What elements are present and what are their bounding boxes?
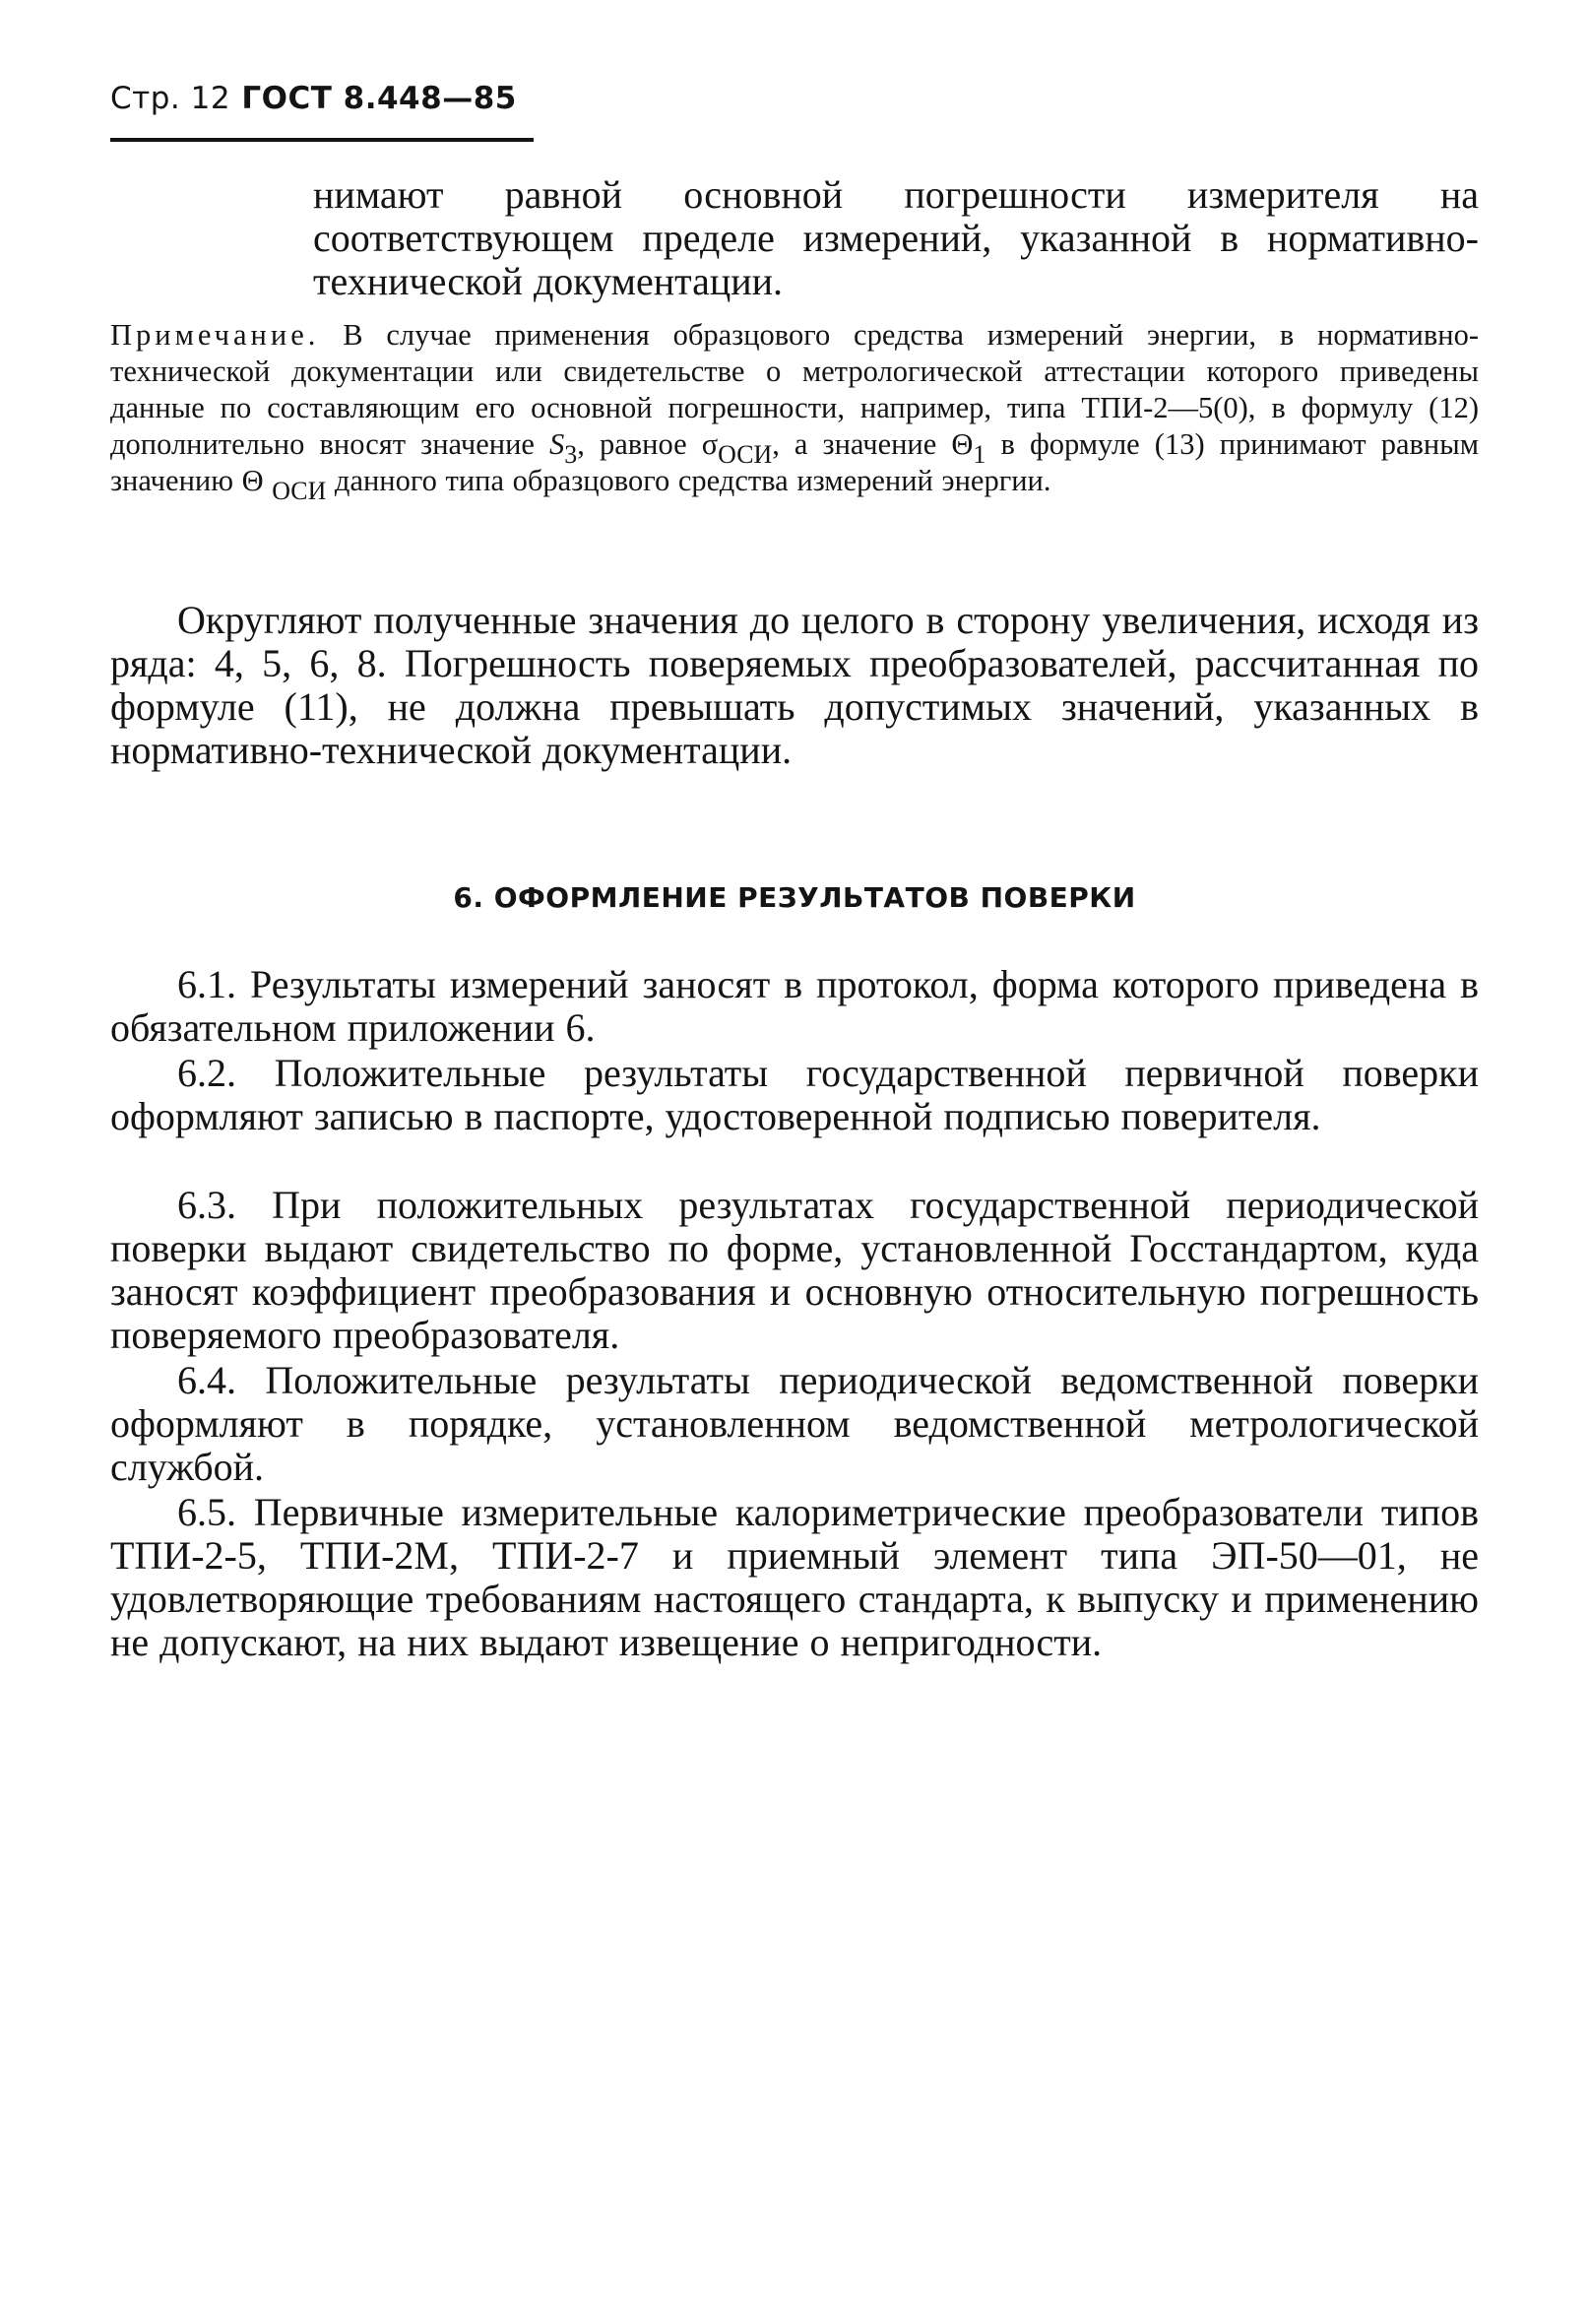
header-rule: [110, 138, 534, 142]
sigma-subscript: ОСИ: [718, 440, 773, 470]
section-item-6-2: 6.2. Положительные результаты государственной первичной поверки оформляют записью в паспорте, удостоверенной подписью поверителя.: [110, 1051, 1479, 1138]
note-text-1: В случае применения образцового средства измерений энергии, в нормативно-технической документации или свидетельстве о метрологической аттестации которого приведены данные по составляющим его основной погрешности, например, типа ТПИ-2—5(0), в формулу (12) дополнительно вносят значение: [110, 318, 1480, 461]
theta2-subscript: ОСИ: [272, 477, 327, 506]
intro-paragraph: нимают равной основной погрешности измерителя на соответствующем пределе измерений, указанной в нормативно-технической документации.: [313, 172, 1479, 303]
s3-subscript: 3: [564, 440, 578, 470]
page-header: [110, 81, 517, 116]
note-label: Примечание.: [110, 318, 320, 352]
note-text-3: , а значение Θ: [772, 427, 974, 461]
note-text-2: , равное σ: [577, 427, 719, 461]
section-item-6-1: 6.1. Результаты измерений заносят в протокол, форма которого приведена в обязательном приложении 6.: [110, 962, 1479, 1050]
section-item-6-4: 6.4. Положительные результаты периодической ведомственной поверки оформляют в порядке, установленном ведомственной метрологической службой.: [110, 1358, 1479, 1489]
rounding-paragraph: Округляют полученные значения до целого в сторону увеличения, исходя из ряда: 4, 5, 6, 8. Погрешность поверяемых преобразователей, рассчитанная по формуле (11), не должна превышать допустимых значений, указанных в нормативно-технической документации.: [110, 598, 1479, 772]
s3-symbol: S: [549, 427, 565, 461]
section-heading: 6. ОФОРМЛЕНИЕ РЕЗУЛЬТАТОВ ПОВЕРКИ: [453, 881, 1136, 914]
section-item-6-5: 6.5. Первичные измерительные калориметрические преобразователи типов ТПИ-2-5, ТПИ-2М, ТПИ-2-7 и приемный элемент типа ЭП-50—01, не удовлетворяющие требованиям настоящего стандарта, к выпуску и применению не допускают, на них выдают извещение о непригодности.: [110, 1490, 1479, 1664]
note-text-4: в формуле (13) принимают равным значению Θ: [110, 427, 1479, 497]
section-item-6-3: 6.3. При положительных результатах государственной периодической поверки выдают свидетельство по форме, установленной Госстандартом, куда заносят коэффициент преобразования и основную относительную погрешность поверяемого преобразователя.: [110, 1183, 1479, 1357]
theta-subscript: 1: [973, 440, 986, 470]
standard-code: ГОСТ 8.448—85: [241, 81, 517, 116]
note-text-5: данного типа образцового средства измерений энергии.: [334, 464, 1051, 497]
page-number: Стр. 12: [110, 81, 231, 116]
note-paragraph: [110, 317, 1480, 506]
